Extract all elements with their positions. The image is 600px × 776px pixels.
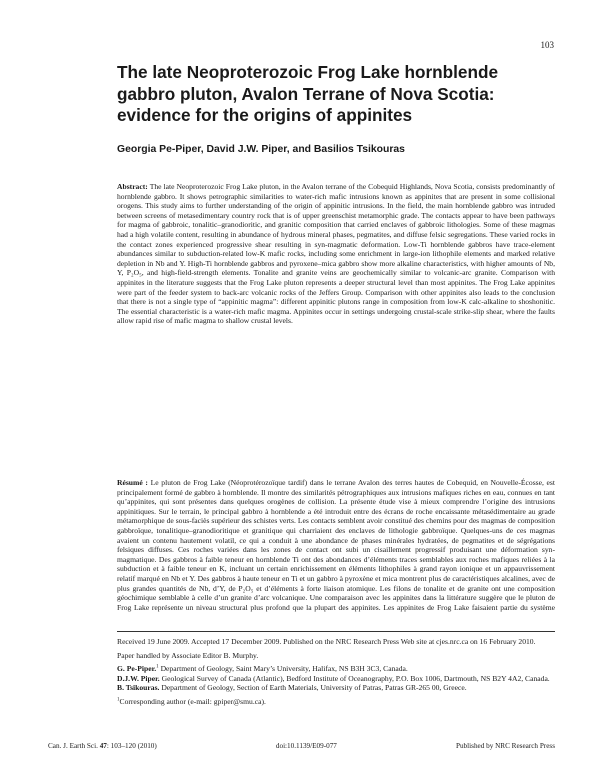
- affiliation-author: G. Pe-Piper.: [117, 664, 157, 674]
- resume-paragraph: [117, 478, 555, 612]
- affiliation-item: [117, 664, 555, 674]
- article-authors: Georgia Pe-Piper, David J.W. Piper, and Basilios Tsikouras: [117, 144, 405, 155]
- affiliation-text: Geological Survey of Canada (Atlantic), Bedford Institute of Oceanography, P.O. Box 1006, Dartmouth, NS B2Y 4A2, Canada.: [161, 673, 550, 683]
- affiliation-author: B. Tsikouras.: [117, 683, 160, 693]
- resume-label: Résumé :: [117, 478, 148, 487]
- abstract-text: The late Neoproterozoic Frog Lake pluton, in the Avalon terrane of the Cobequid Highlands, Nova Scotia, consists predominantly of hornblende gabbro. It shows petrographic similarities to water-rich mafic intrusions known as appinites that are present in some collisional orogens. This study aims to further understanding of the origin of appinitic intrusions. In the field, the main hornblende gabbro was intruded between screens of metasedimentary country rock that is of upper greenschist metamorphic grade. The contacts appear to have been pathways for magma of gabbroic, tonalitic–granodioritic, and granitic composition that carried enclaves of gabbroic lithologies. Some of these magmas had a high volatile content, resulting in abundance of hydrous mineral phases, pegmatites, and diffuse felsic segregations. These varied rocks in the contact zones experienced progressive shear resulting in syn-magmatic deformation. Low-Ti hornblende gabbros have trace-element abundances similar to subduction-related low-K mafic rocks, including some enrichment in large-ion lithophile elements and marked relative depletion in Nb and Y. High-Ti hornblende gabbros and pyroxene–mica gabbro show more alkaline characteristics, with higher amounts of Nb, Y, P₂O₅, and high-field-strength elements. Tonalite and granite veins are geochemically similar to volcanic-arc granite. Comparison with appinites in the literature suggests that the Frog Lake pluton represents a deeper structural level than most appinites. The Frog Lake appinites were part of the feeder system to back-arc volcanic rocks of the Jeffers Group. Comparison with other appinites also leads to the conclusion that there is not a single type of “appinitic magma”: different appinitic plutons range in composition from low-K calc-alkaline to shoshonitic. The essential characteristic is a water-rich mafic magma. Appinites occur in settings undergoing crustal-scale strike-slip shear, where the faults allow rapid rise of mafic magma to shallow crustal levels.: [117, 182, 555, 326]
- editor-note: Paper handled by Associate Editor B. Murphy.: [117, 650, 259, 660]
- resume-text: Le pluton de Frog Lake (Néoprotérozoïque tardif) dans le terrane Avalon des terres hautes de Cobequid, en Nouvelle-Écosse, est principalement formé de gabbro à hornblende. Il montre des similarités pétrographiques aux intrusions mafiques riches en eau, connues en tant qu’appinites, qui sont présentes dans quelques orogènes de collision. La présente étude vise à mieux comprendre l’origine des intrusions appinitiques. Sur le terrain, le principal gabbro à hornblende a été introduit entre des écrans de roche encaissante métasédimentaire au grade métamorphique de sous-faciès supérieur des schistes verts. Les contacts semblent avoir constitué des chemins pour des magmas de composition gabbroïque, tonalitique–granodioritique et granitique qui charriaient des enclaves de lithologie gabbroïque. Quelques-uns de ces magmas avaient un contenu hautement volatil, ce qui a conduit à une abondance de phases minérales hydratées, de pegmatites et de ségrégations felsiques diffuses. Ces roches variées dans les zones de contact ont subi un cisaillement progressif produisant une déformation syn-magmatique. Des gabbros à faible teneur en hornblende Ti ont des abondances d’éléments traces semblables aux roches mafiques reliées à la subduction et à faible teneur en K, incluant un certain enrichissement en éléments lithophiles à grand rayon ionique et un appauvrissement relatif marqué en Nb et Y. Des gabbros à haute teneur en Ti et un gabbro à pyroxène et mica montrent plus de caractéristiques alcalines, avec de plus grandes quantités de Nb, d’Y, de P₂O₅ et d’éléments à forte liaison atomique. Les filons de tonalite et de granite ont une composition géochimique semblable à celle d’un granite d’arc volcanique. Une comparaison avec les appinites dans la littérature suggère que le pluton de Frog Lake représente un niveau structural plus profond que la plupart des appinites. Les appinites de Frog Lake faisaient partie du système: [117, 478, 555, 612]
- journal-citation: [48, 742, 157, 750]
- article-title: The late Neoproterozoic Frog Lake hornblende gabbro pluton, Avalon Terrane of Nova Scotia: evidence for the origins of appinites: [117, 62, 499, 125]
- abstract-label: Abstract:: [117, 182, 148, 191]
- page-footer: [48, 742, 555, 750]
- footnote-divider: [117, 631, 555, 632]
- affiliation-item: [117, 674, 555, 684]
- corresponding-note: [117, 697, 555, 707]
- corresponding-text: Corresponding author (e-mail: gpiper@smu.ca).: [119, 696, 266, 706]
- doi: doi:10.1139/E09-077: [275, 742, 337, 750]
- affiliation-marker: 1: [156, 664, 159, 670]
- affiliation-text: Department of Geology, Saint Mary’s University, Halifax, NS B3H 3C3, Canada.: [160, 664, 408, 674]
- affiliation-item: [117, 683, 555, 693]
- affiliation-author: D.J.W. Piper.: [117, 673, 160, 683]
- journal-volume: 47: [99, 742, 107, 750]
- received-note: Received 19 June 2009. Accepted 17 December 2009. Published on the NRC Research Press Web site at cjes.nrc.ca on 16 February 2010.: [117, 637, 536, 646]
- affiliation-text: Department of Geology, Section of Earth Materials, University of Patras, Patras GR-265 00, Greece.: [161, 683, 467, 693]
- footnotes: [117, 637, 555, 711]
- journal-pages: : 103–120 (2010): [106, 742, 157, 750]
- page-number: 103: [540, 40, 554, 50]
- abstract-paragraph: [117, 182, 555, 326]
- corresponding-marker: 1: [117, 697, 120, 703]
- publisher: Published by NRC Research Press: [455, 742, 555, 750]
- journal-prefix: Can. J. Earth Sci.: [48, 742, 100, 750]
